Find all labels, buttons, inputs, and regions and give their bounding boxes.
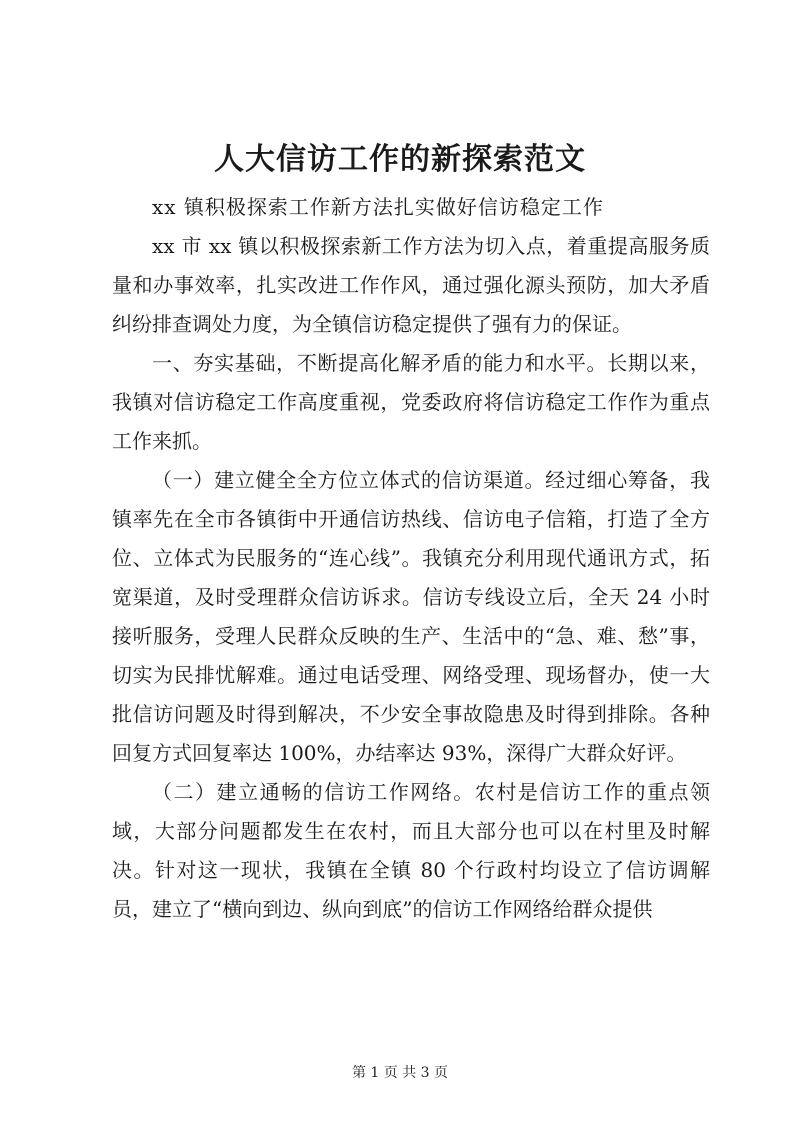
document-subtitle: xx 镇积极探索工作新方法扎实做好信访稳定工作 (152, 195, 604, 219)
document-title: 人大信访工作的新探索范文 (214, 142, 586, 177)
page-number-footer: 第 1 页 共 3 页 (351, 1065, 449, 1081)
document-body (112, 188, 710, 929)
paragraph-section-1: 一、夯实基础，不断提高化解矛盾的能力和水平。长期以来，我镇对信访稳定工作高度重视，党委政府将信访稳定工作作为重点工作来抓。 (112, 351, 710, 453)
paragraph-subsection-1: （一）建立健全全方位立体式的信访渠道。经过细心筹备，我镇率先在全市各镇街中开通信访热线、信访电子信箱，打造了全方位、立体式为民服务的“连心线”。我镇充分利用现代通讯方式，拓宽渠道，及时受理群众信访诉求。信访专线设立后，全天 24 小时接听服务，受理人民群众反映的生产、生活中的“急、难、愁”事，切实为民排忧解难。通过电话受理、网络受理、现场督办，使一大批信访问题及时得到解决，不少安全事故隐患及时得到排除。各种回复方式回复率达 100%，办结率达 93%，深得广大群众好评。 (112, 468, 710, 765)
paragraph-subsection-2: （二）建立通畅的信访工作网络。农村是信访工作的重点领域，大部分问题都发生在农村，而且大部分也可以在村里及时解决。针对这一现状，我镇在全镇 80 个行政村均设立了信访调解员，建立了“横向到边、纵向到底”的信访工作网络给群众提供 (112, 780, 710, 921)
paragraph-intro: xx 市 xx 镇以积极探索新工作方法为切入点，着重提高服务质量和办事效率，扎实改进工作作风，通过强化源头预防，加大矛盾纠纷排查调处力度，为全镇信访稳定提供了强有力的保证。 (112, 234, 710, 336)
